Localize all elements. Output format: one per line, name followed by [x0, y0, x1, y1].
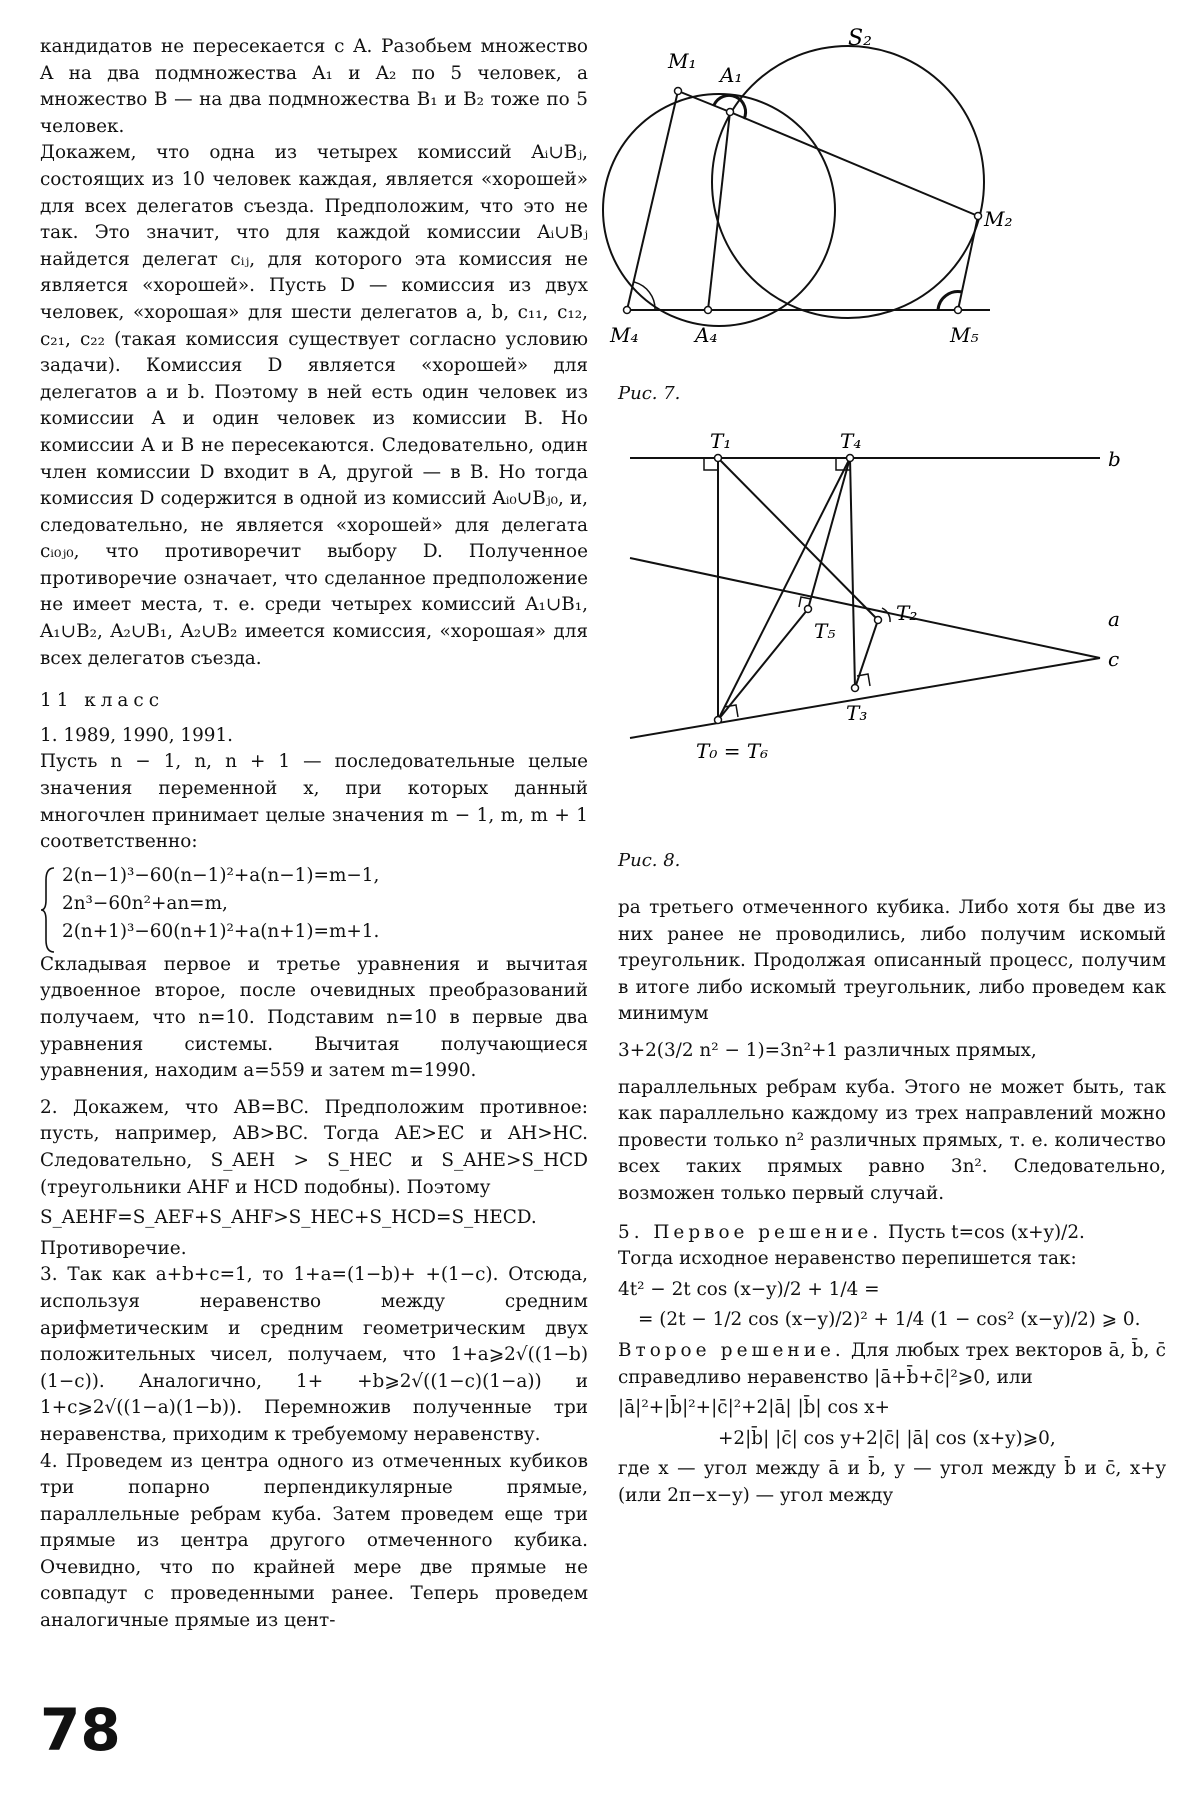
second-solution-line: [618, 1338, 1166, 1391]
label-t0: T₀ = T₆: [696, 739, 769, 763]
point-m5: [955, 307, 962, 314]
segment-t0-t4: [718, 458, 850, 720]
brace-icon: [40, 866, 58, 954]
continuation-text: ра третьего отмеченного кубика. Либо хотя бы две из них ранее не проводились, либо получим искомый треугольник. Продолжая описанный процесс, получим в итоге либо искомый треугольник, либо проведем как минимум: [618, 897, 1166, 1025]
figure-8: [600, 420, 1160, 820]
continuation-text-2: параллельных ребрам куба. Этого не может быть, так как параллельно каждому из трех направлений можно провести только n² различных прямых, т. е. количество всех таких прямых равно 3n². Следовательно, возможен только первый случай.: [618, 1076, 1166, 1204]
equation-line-2: 2n³−60n²+an=m,: [62, 892, 228, 914]
circle-s2: [712, 46, 984, 318]
segment-t1-t2: [718, 458, 878, 620]
paragraph-proof: Докажем, что одна из четырех комиссий Aᵢ∪Bⱼ, состоящих из 10 человек каждая, является «хорошей» для всех делегатов съезда. Предположим, что это не так. Это значит, что для каждой комиссии Aᵢ∪Bⱼ найдется делегат cᵢⱼ, для которого эта комиссия не является «хорошей». Пусть D — комиссия из двух человек, «хорошая» для шести делегатов a, b, c₁₁, c₁₂, c₂₁, c₂₂ (такая комиссия существует согласно условию задачи). Комиссия D является «хорошей» для делегатов a и b. Поэтому в ней есть один человек из комиссии A и один человек из комиссии B. Но комиссии A и B не пересекаются. Следовательно, один член комиссии D входит в A, другой — в B. Но тогда комиссия D содержится в одной из комиссий Aᵢ₀∪Bⱼ₀, и, следовательно, не является «хорошей» для делегата cᵢ₀ⱼ₀, что противоречит выбору D. Полученное противоречие означает, что сделанное предположение не имеет места, т. е. среди четырех комиссий A₁∪B₁, A₁∪B₂, A₂∪B₁, A₂∪B₂ имеется комиссия, «хорошая» для всех делегатов съезда.: [40, 142, 588, 669]
segment-t3-t4: [850, 458, 855, 688]
problem-1-after: Складывая первое и третье уравнения и вычитая удвоенное второе, после очевидных преобразований получаем, что n=10. Подставим n=10 в первые два уравнения системы. Вычитая получающиеся уравнения, находим a=559 и затем m=1990.: [40, 953, 588, 1082]
point-t2: [875, 617, 882, 624]
right-angle-t3: [857, 674, 870, 686]
problem-3-text: 3. Так как a+b+c=1, то 1+a=(1−b)+ +(1−c). Отсюда, используя неравенство между средним арифметическим и средним геометрическим двух положительных чисел, получаем, что 1+a⩾2√((1−b)(1−c)). Аналогично, 1+ +b⩾2√((1−c)(1−a)) и 1+c⩾2√((1−a)(1−b)). Перемножив полученные три неравенства, приходим к требуемому неравенству.: [40, 1264, 588, 1445]
figure-7-caption: Рис. 7.: [618, 383, 681, 404]
second-solution-text: Для любых трех векторов ā, b̄, c̄ справедливо неравенство |ā+b̄+c̄|²⩾0, или: [618, 1339, 1166, 1388]
label-m5: M₅: [950, 323, 979, 347]
figure-7: [600, 20, 1160, 380]
page-number: 78: [40, 1696, 121, 1764]
point-a4: [705, 307, 712, 314]
segment-a1-m2: [730, 112, 978, 216]
problem-4-text: 4. Проведем из центра одного из отмеченных кубиков три попарно перпендикулярные прямые, параллельные ребрам куба. Затем проведем еще три прямые из центра другого отмеченного кубика. Очевидно, что по крайней мере две прямые не совпадут с проведенными ранее. Теперь проведем аналогичные прямые из цент-: [40, 1450, 588, 1632]
point-t0: [715, 717, 722, 724]
label-s2: S₂: [848, 26, 872, 51]
segment-t5-t0: [718, 609, 808, 720]
point-t5: [805, 606, 812, 613]
point-a1: [727, 109, 734, 116]
angle-mark-t2: [882, 608, 890, 622]
label-t3: T₃: [846, 701, 868, 725]
problem-5-eq4: +2|b̄| |c̄| cos y+2|c̄| |ā| cos (x+y)⩾0,: [718, 1427, 1056, 1449]
line-a: [630, 658, 1100, 738]
problem-2-math: S_AEHF=S_AEF+S_AHF>S_HEC+S_HCD=S_HECD.: [40, 1207, 537, 1229]
label-t5: T₅: [814, 619, 836, 643]
point-t4: [847, 455, 854, 462]
problem-5-final: где x — угол между ā и b̄, y — угол между b̄ и c̄, x+y (или 2π−x−y) — угол между: [618, 1458, 1166, 1506]
segment-t2-t3: [855, 620, 878, 688]
segment-m2-m5: [958, 216, 978, 310]
problem-1-text: Пусть n − 1, n, n + 1 — последовательные целые значения переменной x, при которых данный многочлен принимает целые значения m − 1, m, m + 1 соответственно:: [40, 751, 588, 853]
label-m2: M₂: [984, 207, 1013, 231]
point-m2: [975, 213, 982, 220]
problem-2-end: Противоречие.: [40, 1237, 187, 1259]
problem-5-text: Тогда исходное неравенство перепишется так:: [618, 1248, 1077, 1270]
label-m4: M₄: [610, 323, 639, 347]
paragraph-intro: кандидатов не пересекается с A. Разобьем множество A на два подмножества A₁ и A₂ по 5 человек, а множество B — на два подмножества B₁ и B₂ тоже по 5 человек.: [40, 36, 588, 137]
problem-1-title: 1. 1989, 1990, 1991.: [40, 724, 234, 746]
continuation-math: 3+2(3/2 n² − 1)=3n²+1 различных прямых,: [618, 1039, 1037, 1061]
point-m1: [675, 88, 682, 95]
problem-5-eq3: |ā|²+|b̄|²+|c̄|²+2|ā| |b̄| cos x+: [618, 1397, 890, 1419]
problem-5-eq2: = (2t − 1/2 cos (x−y)/2)² + 1/4 (1 − cos² (x−y)/2) ⩾ 0.: [638, 1309, 1141, 1331]
figure-8-caption: Рис. 8.: [618, 850, 681, 871]
point-t3: [852, 685, 859, 692]
second-solution-heading: Второе решение.: [618, 1339, 845, 1361]
right-column: [618, 895, 1166, 1509]
equation-line-1: 2(n−1)³−60(n−1)²+a(n−1)=m−1,: [62, 864, 380, 886]
point-t1: [715, 455, 722, 462]
label-m1: M₁: [668, 49, 697, 73]
problem-2-text: 2. Докажем, что AB=BC. Предположим противное: пусть, например, AB>BC. Тогда AE>EC и AH>HC. Следовательно, S_AEH > S_HEC и S_AHE>S_HCD (треугольники AHF и HCD подобны). Поэтому: [40, 1096, 588, 1198]
section-title: 11 класс: [40, 690, 164, 712]
label-b: b: [1108, 447, 1121, 471]
label-a4: A₄: [695, 323, 718, 347]
problem-5-eq1: 4t² − 2t cos (x−y)/2 + 1/4 =: [618, 1278, 880, 1300]
label-t4: T₄: [840, 429, 862, 453]
problem-5-heading: 5. Первое решение.: [618, 1221, 883, 1243]
label-c: c: [1108, 647, 1120, 671]
segment-m1-m4: [627, 91, 678, 310]
label-a1: A₁: [720, 63, 743, 87]
label-t2: T₂: [896, 601, 918, 625]
label-a: a: [1108, 607, 1120, 631]
point-m4: [624, 307, 631, 314]
problem-5-intro-line: [618, 1220, 1166, 1247]
equation-line-3: 2(n+1)³−60(n+1)²+a(n+1)=m+1.: [62, 920, 380, 942]
equation-system: [40, 862, 588, 946]
problem-5-intro: Пусть t=cos (x+y)/2.: [887, 1221, 1085, 1243]
left-column: [40, 34, 588, 1635]
label-t1: T₁: [710, 429, 732, 453]
